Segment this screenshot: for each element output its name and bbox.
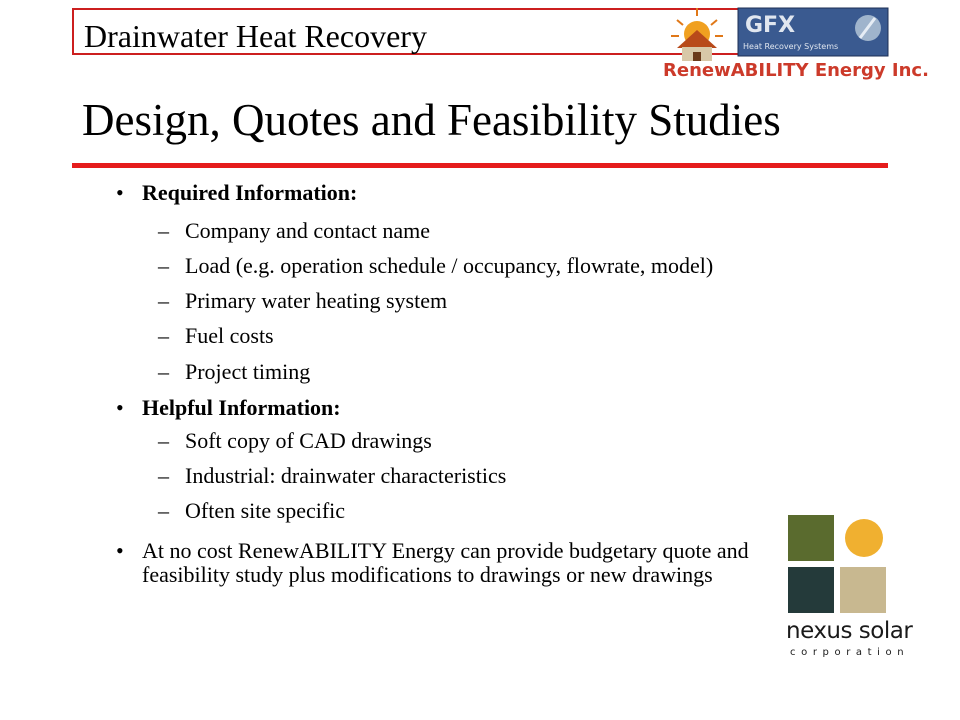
gfx-badge-text: GFX: [745, 13, 796, 38]
dash-marker: –: [158, 288, 169, 313]
nexus-solar-name: nexus solar: [786, 618, 913, 644]
renewability-company-name: RenewABILITY Energy Inc.: [663, 60, 929, 81]
dash-marker: –: [158, 463, 169, 488]
page-title: Design, Quotes and Feasibility Studies: [82, 95, 781, 145]
list-item: Project timing: [185, 359, 311, 384]
gfx-badge-subtext: Heat Recovery Systems: [743, 42, 839, 51]
bullet-marker: •: [116, 180, 124, 205]
bullet-marker: •: [116, 395, 124, 420]
list-item: Industrial: drainwater characteristics: [185, 463, 507, 488]
list-item: Primary water heating system: [185, 288, 448, 313]
cost-note-line: At no cost RenewABILITY Energy can provide budgetary quote and: [142, 538, 749, 563]
list-item: Often site specific: [185, 498, 346, 523]
dash-marker: –: [158, 218, 169, 243]
dash-marker: –: [158, 359, 169, 384]
dash-marker: –: [158, 428, 169, 453]
dash-marker: –: [158, 253, 169, 278]
dash-marker: –: [158, 498, 169, 523]
dash-marker: –: [158, 323, 169, 348]
logo-sun: [845, 519, 883, 557]
list-item: Fuel costs: [185, 323, 274, 348]
list-item: Load (e.g. operation schedule / occupancy, flowrate, model): [185, 253, 714, 278]
section-heading-required: Required Information:: [142, 180, 358, 205]
bullet-marker: •: [116, 538, 124, 563]
list-item: Soft copy of CAD drawings: [185, 428, 432, 453]
logo-square: [788, 567, 834, 613]
logo-square: [788, 515, 834, 561]
section-heading-helpful: Helpful Information:: [142, 395, 341, 420]
cost-note-line: feasibility study plus modifications to drawings or new drawings: [142, 562, 713, 587]
nexus-solar-subtitle: corporation: [790, 647, 910, 658]
header-title: Drainwater Heat Recovery: [84, 18, 427, 54]
list-item: Company and contact name: [185, 218, 430, 243]
logo-square: [840, 567, 886, 613]
